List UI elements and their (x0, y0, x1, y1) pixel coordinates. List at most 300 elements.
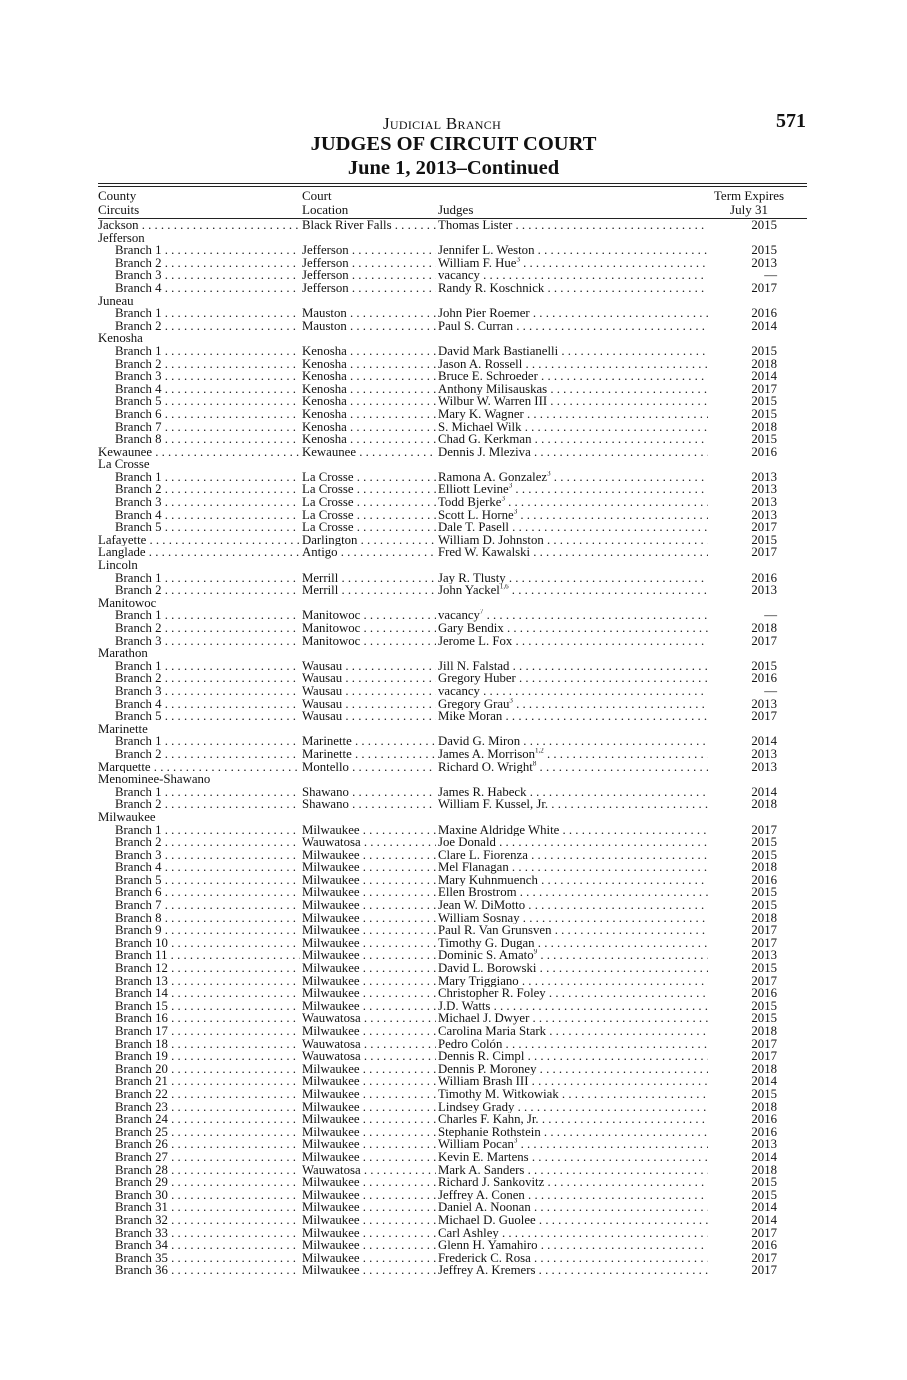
location-cell: Milwaukee . . . (302, 912, 436, 925)
location-cell: La Crosse . . . (302, 483, 436, 496)
term-cell: 2017 (751, 1049, 777, 1064)
circuit-cell: Branch 12 . . . (115, 962, 300, 975)
judge-cell (438, 698, 708, 711)
term-cell: 2016 (751, 306, 777, 321)
judge-name: Mike Moran (438, 710, 503, 723)
circuit-cell: Branch 30 . . . (115, 1189, 300, 1202)
circuit-cell: Lafayette . . . (98, 534, 300, 547)
county-name: Marinette (98, 722, 148, 736)
term-cell: 2015 (751, 394, 777, 409)
judge-name: Dale T. Pasell (438, 521, 509, 534)
circuit-cell: Jackson . . . (98, 219, 300, 232)
circuit-cell: Branch 26 . . . (115, 1138, 300, 1151)
table-row (0, 1214, 907, 1227)
term-cell: 2017 (751, 545, 777, 560)
judge-name: Randy R. Koschnick (438, 281, 545, 295)
footnote-ref: 3 (516, 256, 520, 264)
term-cell: 2014 (751, 1200, 777, 1215)
term-cell: 2017 (751, 1225, 777, 1240)
circuit-cell: Branch 24 . . . (115, 1113, 300, 1126)
location-cell: La Crosse . . . (302, 509, 436, 522)
term-cell: 2017 (751, 280, 777, 295)
table-row (0, 798, 907, 811)
table-row (0, 307, 907, 320)
table-row (0, 836, 907, 849)
judge-cell (438, 257, 708, 270)
location-cell: Milwaukee . . . (302, 962, 436, 975)
circuit-cell: Branch 3 . . . (115, 496, 300, 509)
footnote-ref: 3 (547, 470, 551, 478)
judge-cell (438, 496, 708, 509)
section-title: Judicial Branch (383, 114, 502, 133)
judge-cell (438, 421, 708, 434)
table-row (0, 521, 907, 534)
term-cell: 2014 (751, 1074, 777, 1089)
circuit-cell: Branch 25 . . . (115, 1126, 300, 1139)
location-cell: Kenosha . . . (302, 395, 436, 408)
term-cell: 2016 (751, 671, 777, 686)
circuit-cell: Branch 1 . . . (115, 345, 300, 358)
table-row (0, 408, 907, 421)
location-cell: Milwaukee . . . (302, 1264, 436, 1277)
judge-name: Timothy G. Dugan (438, 936, 535, 950)
judge-name: Lindsey Grady (438, 1100, 515, 1114)
table-row (0, 710, 907, 723)
judge-name: William F. Hue (438, 256, 517, 270)
judge-cell (438, 534, 708, 547)
judge-name: Mary Kuhnmuench (438, 873, 538, 887)
judge-name: Paul R. Van Grunsven (438, 924, 552, 937)
circuit-cell: Branch 4 . . . (115, 861, 300, 874)
circuit-cell: Branch 29 . . . (115, 1176, 300, 1189)
judge-name: Michael D. Guolee (438, 1213, 536, 1227)
county-name: Menominee-Shawano (98, 773, 211, 786)
location-cell: Wauwatosa . . . (302, 1012, 436, 1025)
col-header-term: Term Expires July 31 (713, 188, 785, 217)
term-cell: 2014 (751, 784, 777, 799)
table-row (0, 1025, 907, 1038)
judge-cell (438, 1189, 708, 1202)
circuit-cell: Branch 2 . . . (115, 320, 300, 333)
table-row (0, 962, 907, 975)
judge-name: Dominic S. Amato (438, 949, 534, 963)
location-cell: Shawano . . . (302, 798, 436, 811)
judge-name: William Sosnay (438, 911, 520, 925)
judge-name: Chad G. Kerkman (438, 433, 532, 446)
judge-name: Paul S. Curran (438, 319, 514, 333)
circuit-cell: Marquette . . . (98, 761, 300, 774)
judge-cell (438, 244, 708, 257)
location-cell: Milwaukee . . . (302, 886, 436, 899)
judge-name: Jerome L. Fox (438, 634, 513, 648)
judge-cell (438, 1138, 708, 1151)
judge-cell (438, 521, 708, 534)
judge-cell (438, 761, 708, 774)
circuit-cell: Branch 5 . . . (115, 710, 300, 723)
circuit-cell: Branch 28 . . . (115, 1164, 300, 1177)
location-cell: Milwaukee . . . (302, 975, 436, 988)
circuit-cell: Branch 1 . . . (115, 244, 300, 257)
location-cell: Milwaukee . . . (302, 1101, 436, 1114)
judge-name: S. Michael Wilk (438, 420, 522, 434)
term-cell: 2015 (751, 847, 777, 862)
table-row (0, 761, 907, 774)
location-cell: Kenosha . . . (302, 433, 436, 446)
judge-cell (438, 735, 708, 748)
table-row (0, 635, 907, 648)
circuit-cell: Branch 1 . . . (115, 572, 300, 585)
location-cell: Wauwatosa . . . (302, 1050, 436, 1063)
judge-cell (438, 622, 708, 635)
circuit-cell: Branch 1 . . . (115, 735, 300, 748)
circuit-cell: Branch 5 . . . (115, 874, 300, 887)
judge-name: Jay R. Tlusty (438, 571, 506, 585)
judge-cell (438, 937, 708, 950)
term-cell: 2014 (751, 318, 777, 333)
location-cell: Wauwatosa . . . (302, 1164, 436, 1177)
judge-cell (438, 1151, 708, 1164)
term-cell: — (764, 608, 777, 623)
location-cell: Montello . . . (302, 761, 436, 774)
term-cell: 2015 (751, 1086, 777, 1101)
footnote-ref: 1,6 (499, 584, 509, 591)
term-cell: 2016 (751, 570, 777, 585)
term-cell: 2016 (751, 1238, 777, 1253)
location-cell: Jefferson . . . (302, 244, 436, 257)
circuit-cell: Branch 1 . . . (115, 660, 300, 673)
location-cell: Wausau . . . (302, 710, 436, 723)
circuit-cell: Branch 1 . . . (115, 824, 300, 837)
judge-cell (438, 1025, 708, 1038)
county-heading-row (0, 647, 907, 660)
location-cell: Manitowoc . . . (302, 622, 436, 635)
term-cell: 2015 (751, 343, 777, 358)
judge-name: Gary Bendix (438, 622, 504, 635)
judge-cell (438, 1239, 708, 1252)
term-cell: 2018 (751, 797, 777, 812)
table-row (0, 924, 907, 937)
location-cell: Marinette . . . (302, 748, 436, 761)
judge-name: John Pier Roemer (438, 307, 530, 320)
judge-cell (438, 1038, 708, 1051)
location-cell: Jefferson . . . (302, 269, 436, 282)
circuit-cell: Branch 5 . . . (115, 521, 300, 534)
term-cell: 2014 (751, 734, 777, 749)
footnote-ref: 8 (532, 760, 537, 768)
term-cell: 2018 (751, 1024, 777, 1038)
circuit-cell: Branch 2 . . . (115, 622, 300, 635)
circuit-cell: Branch 10 . . . (115, 937, 300, 950)
judge-name: Jennifer L. Weston (438, 244, 535, 257)
judge-name: Jill N. Falstad (438, 659, 510, 673)
judge-cell (438, 572, 708, 585)
location-cell: Kewaunee . . . (302, 446, 436, 459)
location-cell: Milwaukee . . . (302, 899, 436, 912)
judge-name: Jason A. Rossell (438, 357, 523, 371)
judge-cell (438, 672, 708, 685)
table-row (0, 1151, 907, 1164)
circuit-cell: Branch 1 . . . (115, 609, 300, 622)
judge-name: William Brash III (438, 1075, 529, 1088)
table-row (0, 1088, 907, 1101)
judge-name: Michael J. Dwyer (438, 1012, 530, 1025)
circuit-cell: Branch 11 . . . (115, 949, 300, 962)
circuit-cell: Branch 21 . . . (115, 1075, 300, 1088)
term-cell: 2018 (751, 860, 777, 875)
location-cell: Kenosha . . . (302, 408, 436, 421)
circuit-cell: Branch 2 . . . (115, 483, 300, 496)
term-cell: 2015 (751, 898, 777, 913)
county-name: Juneau (98, 294, 134, 308)
location-cell: Milwaukee . . . (302, 874, 436, 887)
table-row (0, 1176, 907, 1189)
judge-name: Mel Flanagan (438, 861, 509, 874)
judge-name: Charles F. Kahn, Jr. (438, 1113, 539, 1126)
judge-cell (438, 320, 708, 333)
judge-cell (438, 483, 708, 496)
location-cell: Kenosha . . . (302, 345, 436, 358)
footnote-ref: 3 (508, 483, 513, 491)
term-cell: 2017 (751, 633, 777, 648)
judge-name: Dennis R. Cimpl (438, 1050, 525, 1063)
circuit-cell: Branch 6 . . . (115, 408, 300, 421)
location-cell: Milwaukee . . . (302, 1000, 436, 1013)
location-cell: Mauston . . . (302, 307, 436, 320)
term-cell: 2014 (751, 369, 777, 384)
county-heading-row (0, 559, 907, 572)
judge-cell (438, 584, 708, 597)
term-cell: 2017 (751, 520, 777, 535)
col-header-county: County Circuits (98, 188, 140, 217)
term-cell: 2013 (751, 759, 777, 774)
judge-name: vacancy (438, 684, 480, 698)
judge-name: Joe Donald (438, 836, 496, 849)
judge-cell (438, 710, 708, 723)
location-cell: Shawano . . . (302, 786, 436, 799)
location-cell: La Crosse . . . (302, 471, 436, 484)
circuit-cell: Branch 18 . . . (115, 1038, 300, 1051)
circuit-cell: Branch 4 . . . (115, 282, 300, 295)
judge-cell (438, 219, 708, 232)
judge-name: Gregory Grau (438, 697, 510, 711)
location-cell: Milwaukee . . . (302, 1201, 436, 1214)
judge-cell (438, 1227, 708, 1240)
term-cell: 2017 (751, 1263, 777, 1278)
circuit-cell: Branch 4 . . . (115, 698, 300, 711)
county-heading-row (0, 773, 907, 786)
judge-cell (438, 307, 708, 320)
circuit-cell: Branch 8 . . . (115, 912, 300, 925)
circuit-cell: Branch 19 . . . (115, 1050, 300, 1063)
location-cell: Wausau . . . (302, 672, 436, 685)
term-cell: 2017 (751, 709, 777, 724)
term-cell: 2018 (751, 621, 777, 635)
term-cell: 2017 (751, 1036, 777, 1051)
judge-cell (438, 886, 708, 899)
footnote-ref: 3 (513, 508, 518, 516)
judge-cell (438, 546, 708, 559)
circuit-cell: Branch 3 . . . (115, 370, 300, 383)
circuit-cell: Branch 2 . . . (115, 672, 300, 685)
table-row (0, 244, 907, 257)
circuit-cell: Branch 6 . . . (115, 886, 300, 899)
county-heading-row (0, 458, 907, 471)
location-cell: La Crosse . . . (302, 496, 436, 509)
judge-cell (438, 383, 708, 396)
judge-name: Bruce E. Schroeder (438, 370, 538, 383)
judge-cell (438, 748, 708, 761)
judge-cell (438, 1000, 708, 1013)
judge-name: David G. Miron (438, 735, 521, 748)
circuit-cell: Branch 8 . . . (115, 433, 300, 446)
county-name: Jefferson (98, 231, 145, 245)
location-cell: Jefferson . . . (302, 257, 436, 270)
location-cell: Milwaukee . . . (302, 1025, 436, 1038)
judge-cell (438, 1063, 708, 1076)
judge-cell (438, 433, 708, 446)
circuit-cell: Branch 15 . . . (115, 1000, 300, 1013)
judge-name: Gregory Huber (438, 672, 516, 685)
judge-name: Jeffrey A. Conen (438, 1188, 525, 1202)
location-cell: Wauwatosa . . . (302, 836, 436, 849)
circuit-cell: Branch 13 . . . (115, 975, 300, 988)
judge-cell (438, 824, 708, 837)
judge-cell (438, 471, 708, 484)
circuit-cell: Branch 14 . . . (115, 987, 300, 1000)
judge-name: Pedro Colón (438, 1037, 503, 1051)
circuit-cell: Branch 1 . . . (115, 786, 300, 799)
col-header-court: Court Location (302, 188, 349, 217)
term-cell: 2015 (751, 885, 777, 900)
table-row (0, 546, 907, 559)
term-cell: 2016 (751, 1112, 777, 1127)
table-row (0, 861, 907, 874)
judge-name: William F. Kussel, Jr. (438, 798, 549, 811)
judge-name: Anthony Milisauskas (438, 382, 548, 396)
term-cell: 2018 (751, 419, 777, 434)
term-cell: 2016 (751, 1124, 777, 1139)
judge-name: vacancy (438, 269, 480, 282)
location-cell: Manitowoc . . . (302, 635, 436, 648)
judge-name: Richard O. Wright (438, 760, 533, 774)
table-row (0, 320, 907, 333)
judge-name: William Pocan (438, 1138, 514, 1151)
location-cell: Milwaukee . . . (302, 1227, 436, 1240)
judge-cell (438, 1101, 708, 1114)
judge-cell (438, 1126, 708, 1139)
circuit-cell: Branch 2 . . . (115, 836, 300, 849)
county-name: La Crosse (98, 458, 150, 471)
term-cell: 2017 (751, 935, 777, 950)
judge-cell (438, 899, 708, 912)
judge-name: Clare L. Fiorenza (438, 848, 528, 862)
term-cell: 2018 (751, 910, 777, 925)
table-row (0, 496, 907, 509)
judge-name: Thomas Lister (438, 219, 513, 232)
circuit-cell: Branch 34 . . . (115, 1239, 300, 1252)
judge-cell (438, 1214, 708, 1227)
circuit-cell: Branch 35 . . . (115, 1252, 300, 1265)
location-cell: Manitowoc . . . (302, 609, 436, 622)
table-row (0, 622, 907, 635)
footnote-ref: 3 (501, 496, 505, 503)
circuit-cell: Branch 22 . . . (115, 1088, 300, 1101)
judge-cell (438, 912, 708, 925)
term-cell: 2015 (751, 1011, 777, 1026)
judge-cell (438, 798, 708, 811)
term-cell: 2017 (751, 973, 777, 988)
table-row (0, 345, 907, 358)
location-cell: Milwaukee . . . (302, 924, 436, 937)
judge-name: Frederick C. Rosa (438, 1251, 531, 1265)
term-cell: 2015 (751, 998, 777, 1013)
term-cell: 2013 (751, 255, 777, 270)
term-cell: 2013 (751, 482, 777, 497)
judge-cell (438, 358, 708, 371)
location-cell: Darlington . . . (302, 534, 436, 547)
table-row (0, 219, 907, 232)
judge-cell (438, 1012, 708, 1025)
table-row (0, 433, 907, 446)
circuit-cell: Branch 2 . . . (115, 798, 300, 811)
judge-name: James R. Habeck (438, 785, 527, 799)
judge-cell (438, 509, 708, 522)
judge-name: Elliott Levine (438, 483, 509, 497)
judge-cell (438, 1201, 708, 1214)
judge-name: Carl Ashley (438, 1226, 499, 1240)
term-cell: 2013 (751, 507, 777, 522)
judge-name: Richard J. Sankovitz (438, 1176, 545, 1189)
term-cell: 2013 (751, 469, 777, 484)
term-cell: 2015 (751, 432, 777, 447)
judge-cell (438, 949, 708, 962)
location-cell: Milwaukee . . . (302, 1176, 436, 1189)
circuit-cell: Branch 1 . . . (115, 307, 300, 320)
term-cell: — (764, 683, 777, 698)
term-cell: 2018 (751, 1061, 777, 1076)
judge-cell (438, 861, 708, 874)
county-heading-row (0, 811, 907, 824)
judge-name: David Mark Bastianelli (438, 344, 559, 358)
term-cell: 2014 (751, 1149, 777, 1164)
judge-name: John Yackel (438, 584, 500, 597)
judge-name: Mary Triggiano (438, 974, 519, 988)
judge-name: vacancy (438, 609, 480, 622)
circuit-cell: Branch 36 . . . (115, 1264, 300, 1277)
judge-cell (438, 836, 708, 849)
judge-cell (438, 1164, 708, 1177)
circuit-cell: Langlade . . . (98, 546, 300, 559)
county-name: Lincoln (98, 559, 138, 572)
circuit-cell: Branch 16 . . . (115, 1012, 300, 1025)
term-cell: 2016 (751, 872, 777, 887)
judge-cell (438, 975, 708, 988)
page-number: 571 (776, 110, 806, 132)
judge-name: Ellen Brostrom (438, 886, 517, 900)
location-cell: Milwaukee . . . (302, 849, 436, 862)
term-cell: 2013 (751, 495, 777, 510)
location-cell: Milwaukee . . . (302, 1189, 436, 1202)
table-row (0, 1264, 907, 1277)
judge-name: Timothy M. Witkowiak (438, 1087, 559, 1101)
location-cell: Milwaukee . . . (302, 987, 436, 1000)
location-cell: Milwaukee . . . (302, 1113, 436, 1126)
table-row (0, 446, 907, 459)
judge-cell (438, 408, 708, 421)
judge-cell (438, 685, 708, 698)
judge-name: Scott L. Horne (438, 508, 514, 522)
judge-cell (438, 282, 708, 295)
